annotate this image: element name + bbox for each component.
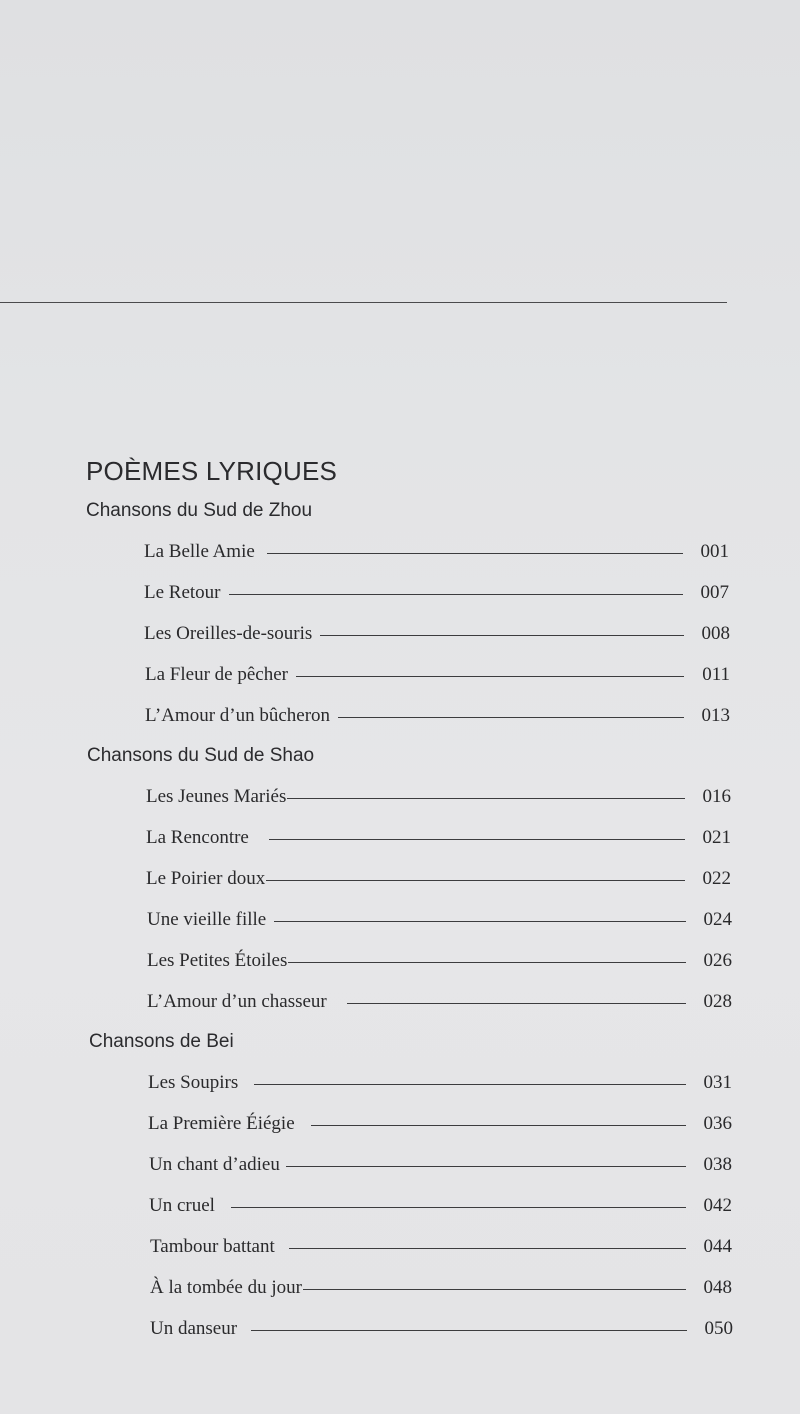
entry-title: Les Oreilles-de-souris — [144, 623, 313, 644]
toc-entry[interactable] — [150, 1232, 732, 1258]
entry-title: À la tombée du jour — [150, 1277, 302, 1298]
entry-title: Un danseur — [150, 1318, 238, 1339]
entry-page: 011 — [702, 664, 730, 685]
dot-leader — [320, 635, 684, 636]
toc-entry[interactable] — [146, 782, 731, 808]
entry-page: 042 — [703, 1195, 732, 1216]
entry-title: La Rencontre — [146, 827, 249, 848]
toc-entry[interactable] — [148, 1109, 732, 1135]
toc-heading: POÈMES LYRIQUES — [86, 456, 338, 486]
dot-leader — [254, 1084, 686, 1085]
toc-entry[interactable] — [144, 578, 729, 604]
toc-entry[interactable] — [145, 701, 730, 727]
section-title-shao: Chansons du Sud de Shao — [87, 745, 315, 766]
toc-entry[interactable] — [148, 1068, 732, 1094]
entry-title: Un chant d’adieu — [149, 1154, 280, 1175]
entry-title: Les Jeunes Mariés — [146, 786, 287, 807]
entry-page: 038 — [703, 1154, 732, 1175]
toc-entry[interactable] — [147, 946, 732, 972]
entry-title: Le Retour — [144, 582, 221, 603]
dot-leader — [303, 1289, 686, 1290]
entry-page: 008 — [701, 623, 730, 644]
dot-leader — [289, 1248, 686, 1249]
entry-page: 007 — [700, 582, 729, 603]
dot-leader — [269, 839, 685, 840]
dot-leader — [338, 717, 684, 718]
toc-entry[interactable] — [144, 537, 729, 563]
toc-entry[interactable] — [149, 1150, 732, 1176]
entry-title: La Première Éiégie — [148, 1113, 295, 1134]
dot-leader — [287, 798, 685, 799]
entry-title: L’Amour d’un bûcheron — [145, 705, 331, 726]
dot-leader — [311, 1125, 686, 1126]
toc-entry[interactable] — [145, 660, 730, 686]
toc-entry[interactable] — [146, 864, 731, 890]
entry-title: Un cruel — [149, 1195, 215, 1216]
dot-leader — [267, 553, 683, 554]
dot-leader — [251, 1330, 687, 1331]
entry-title: La Belle Amie — [144, 541, 255, 562]
entry-title: L’Amour d’un chasseur — [147, 991, 327, 1012]
entry-title: Tambour battant — [150, 1236, 275, 1257]
toc-entry[interactable] — [146, 823, 731, 849]
dot-leader — [296, 676, 684, 677]
entry-title: La Fleur de pêcher — [145, 664, 288, 685]
toc-entry[interactable] — [144, 619, 730, 645]
dot-leader — [347, 1003, 686, 1004]
entry-title: Le Poirier doux — [146, 868, 266, 889]
toc-entry[interactable] — [150, 1273, 732, 1299]
entry-page: 022 — [702, 868, 731, 889]
entry-page: 001 — [700, 541, 729, 562]
entry-page: 016 — [702, 786, 731, 807]
dot-leader — [231, 1207, 686, 1208]
entry-page: 031 — [703, 1072, 732, 1093]
dot-leader — [286, 1166, 686, 1167]
section-title-zhou: Chansons du Sud de Zhou — [86, 500, 313, 521]
entry-title: Une vieille fille — [147, 909, 267, 930]
entry-page: 028 — [703, 991, 732, 1012]
dot-leader — [288, 962, 686, 963]
entry-page: 050 — [704, 1318, 733, 1339]
header-rule — [0, 302, 727, 303]
entry-page: 036 — [703, 1113, 732, 1134]
toc-entry[interactable] — [150, 1314, 733, 1340]
entry-page: 021 — [702, 827, 731, 848]
entry-title: Les Petites Étoiles — [147, 950, 288, 971]
entry-page: 013 — [701, 705, 730, 726]
entry-page: 024 — [703, 909, 732, 930]
entry-title: Les Soupirs — [148, 1072, 239, 1093]
toc-entry[interactable] — [149, 1191, 732, 1217]
entry-page: 048 — [703, 1277, 732, 1298]
toc-entry[interactable] — [147, 987, 732, 1013]
toc-entry[interactable] — [147, 905, 732, 931]
dot-leader — [274, 921, 686, 922]
dot-leader — [266, 880, 685, 881]
entry-page: 026 — [703, 950, 732, 971]
section-title-bei: Chansons de Bei — [89, 1031, 234, 1052]
dot-leader — [229, 594, 683, 595]
entry-page: 044 — [703, 1236, 732, 1257]
